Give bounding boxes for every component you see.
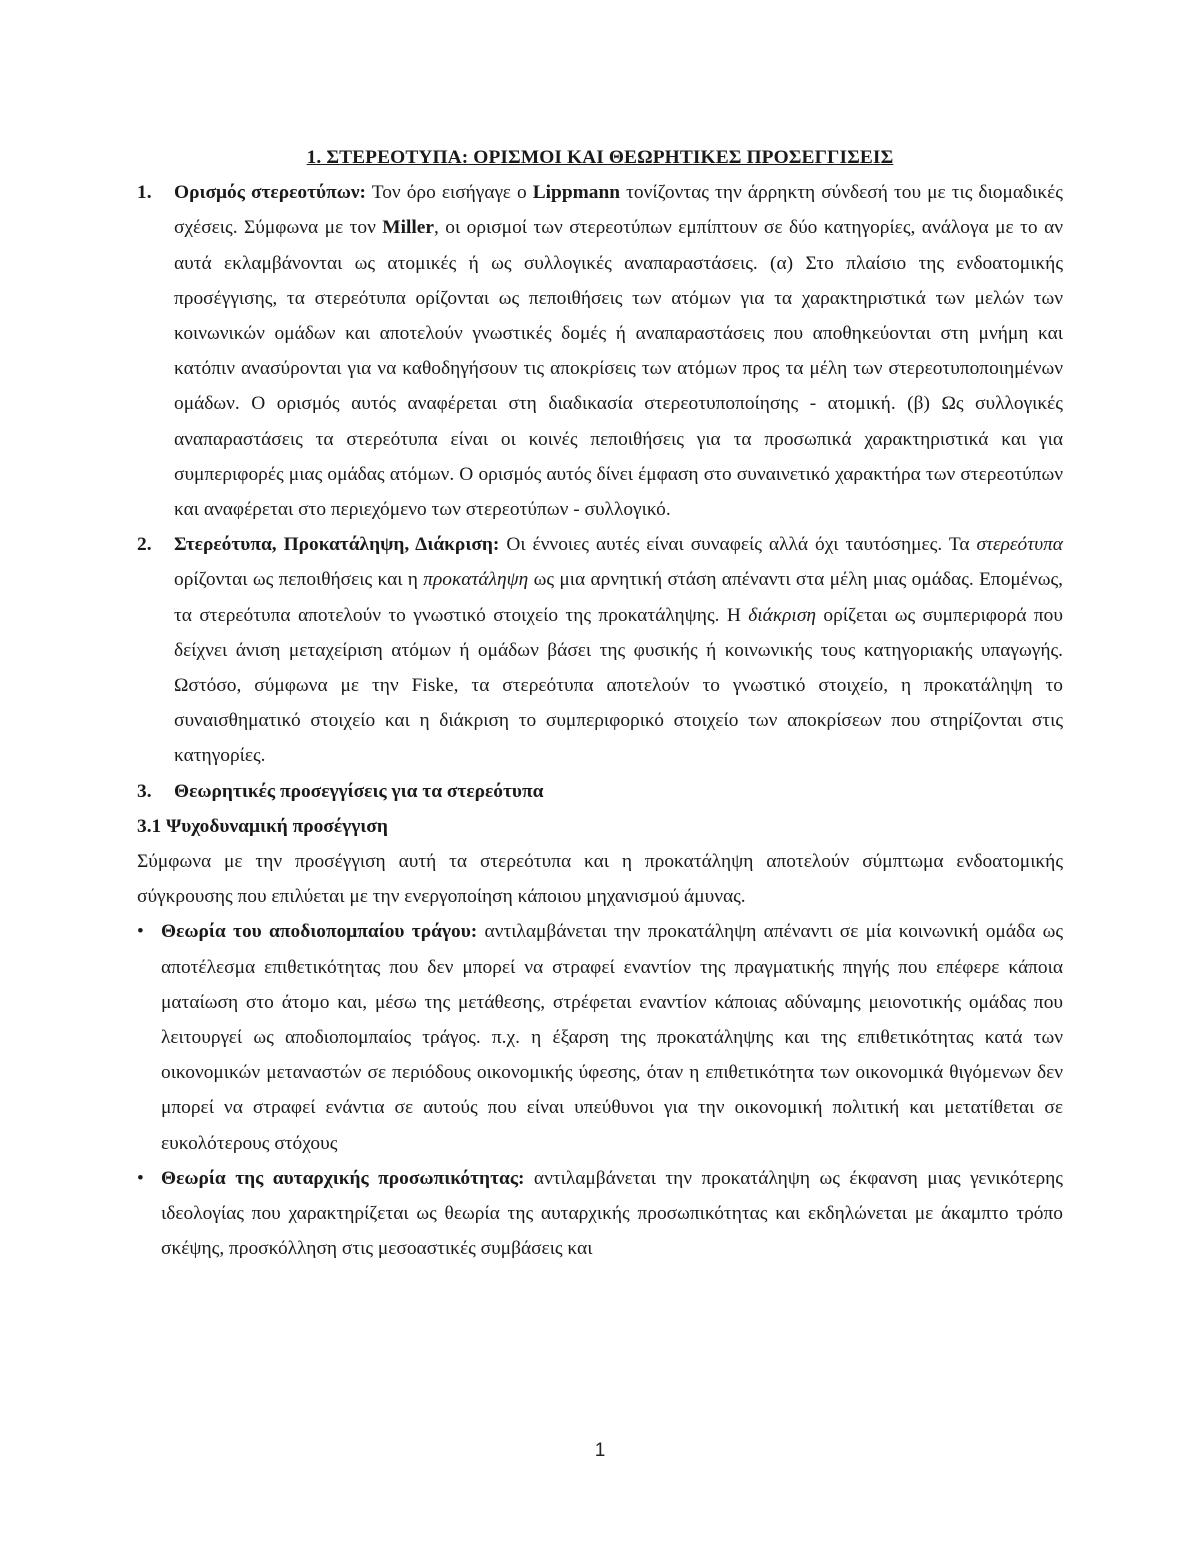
bullet-icon: • [137,921,144,943]
document-title: 1. ΣΤΕΡΕΟΤΥΠΑ: ΟΡΙΣΜΟΙ ΚΑΙ ΘΕΩΡΗΤΙΚΕΣ ΠΡΟΣΕΓΓΙΣΕΙΣ [306,147,894,168]
item-number: 1. [137,182,152,204]
bullet-authoritarian-theory [137,1161,1063,1267]
bullet-heading: Θεωρία του αποδιοπομπαίου τράγου: [161,921,478,943]
item-text: ως μια αρνητική στάση απέναντι στα μέλη μιας ομάδας. Επομένως, τα στερεότυπα αποτελούν το γνωστικό στοιχείο της προκατάληψης. Η [174,569,1063,626]
item-heading: Θεωρητικές προσεγγίσεις για τα στερεότυπα [174,780,544,802]
item-text: τονίζοντας την άρρηκτη σύνδεσή του με τις διομαδικές σχέσεις. Σύμφωνα με τον [174,182,1063,239]
author-name: Miller [382,217,434,239]
bullet-icon: • [137,1167,144,1189]
item-heading: Ορισμός στερεοτύπων: [174,182,366,204]
emphasis-term: στερεότυπα [976,534,1063,556]
item-body [174,175,1063,527]
item-number: 2. [137,534,152,556]
item-text: ορίζονται ως πεποιθήσεις και η [174,569,424,591]
bullet-text: αντιλαμβάνεται την προκατάληψη απέναντι σε μία κοινωνική ομάδα ως αποτέλεσμα επιθετικότητας που δεν μπορεί να στραφεί εναντίον της πραγματικής πηγής που επέφερε κάποια ματαίωση στο άτομο και, μέσω της μετάθεσης, στρέφεται εναντίον κάποιας αδύναμης μειονοτικής ομάδας που λειτουργεί ως αποδιοπομπαίος τράγος. π.χ. η έξαρση της προκατάληψης και της επιθετικότητας κατά των οικονομικών μεταναστών σε περιόδους οικονομικής ύφεσης, όταν η επιθετικότητα των οικονομικά θιγόμενων δεν μπορεί να στραφεί ενάντια σε αυτούς που είναι υπεύθυνοι για την οικονομική πολιτική και μετατίθεται σε ευκολότερους στόχους [161,921,1064,1154]
page-number: 1 [594,1440,606,1461]
item-heading: Στερεότυπα, Προκατάληψη, Διάκριση: [174,534,500,556]
section-heading: 3.1 Ψυχοδυναμική προσέγγιση [137,815,388,837]
item-text: ορίζεται ως συμπεριφορά που δείχνει άνιση μεταχείριση ατόμων ή ομάδων βάσει της φυσικής ή κοινωνικής τους κατηγοριακής υπαγωγής. Ωστόσο, σύμφωνα με την Fiske, τα στερεότυπα αποτελούν το γνωστικό στοιχείο, η προκατάληψη το συναισθηματικό στοιχείο και η διάκριση το συμπεριφορικό στοιχείο των αποκρίσεων που στηρίζονται στις κατηγορίες. [174,604,1063,767]
emphasis-term: προκατάληψη [423,569,529,591]
bullet-scapegoat-theory [137,914,1063,1160]
item-text: Τον όρο εισήγαγε ο [366,182,533,204]
emphasis-term: διάκριση [748,604,816,626]
list-item-definition [137,175,1063,527]
bullet-heading: Θεωρία της αυταρχικής προσωπικότητας: [161,1167,525,1189]
page-content [137,140,1063,1267]
list-item-stereotypes-prejudice [137,527,1063,773]
list-item-theories [137,774,1063,809]
item-text: , οι ορισμοί των στερεοτύπων εμπίπτουν σε δύο κατηγορίες, ανάλογα με το αν αυτά εκλαμβάνονται ως ατομικές ή ως συλλογικές αναπαραστάσεις. (α) Στο πλαίσιο της ενδοατομικής προσέγγισης, τα στερεότυπα ορίζονται ως πεποιθήσεις των ατόμων για τα χαρακτηριστικά των μελών των κοινωνικών ομάδων και αποτελούν γνωστικές δομές ή αναπαραστάσεις που αποθηκεύονται στη μνήμη και κατόπιν ανασύρονται για να καθοδηγήσουν τις αποκρίσεις των ατόμων προς τα μέλη των στερεοτυποποιημένων ομάδων. Ο ορισμός αυτός αναφέρεται στη διαδικασία στερεοτυποποίησης - ατομική. (β) Ως συλλογικές αναπαραστάσεις τα στερεότυπα είναι οι κοινές πεποιθήσεις για τα προσωπικά χαρακτηριστικά και για συμπεριφορές μιας ομάδας ατόμων. Ο ορισμός αυτός δίνει έμφαση στο συναινετικό χαρακτήρα των στερεοτύπων και αναφέρεται στο περιεχόμενο των στερεοτύπων - συλλογικό. [174,217,1063,521]
bullet-text: αντιλαμβάνεται την προκατάληψη ως έκφανση μιας γενικότερης ιδεολογίας που χαρακτηρίζεται ως θεωρία της αυταρχικής προσωπικότητας και εκδηλώνεται με άκαμπτο τρόπο σκέψης, προσκόλληση στις μεσοαστικές συμβάσεις και [161,1167,1063,1260]
item-body [174,527,1063,773]
section-paragraph: Σύμφωνα με την προσέγγιση αυτή τα στερεότυπα και η προκατάληψη αποτελούν σύμπτωμα ενδοατομικής σύγκρουσης που επιλύεται με την ενεργοποίηση κάποιου μηχανισμού άμυνας. [137,851,1063,908]
item-number: 3. [137,780,152,802]
author-name: Lippmann [532,182,621,204]
item-text: Οι έννοιες αυτές είναι συναφείς αλλά όχι ταυτόσημες. Τα [499,534,977,556]
